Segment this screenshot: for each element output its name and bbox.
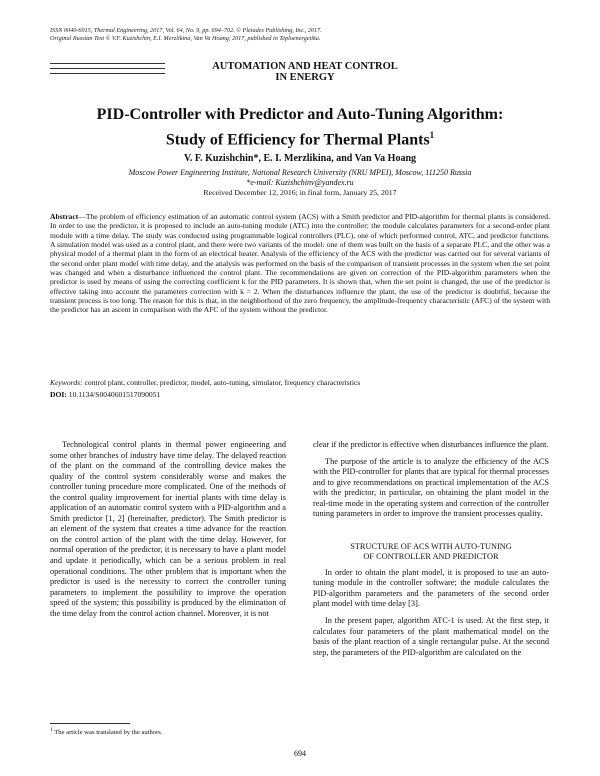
keywords-label: Keywords: <box>50 378 83 387</box>
section-title-line2: IN ENERGY <box>275 72 335 83</box>
section-rule <box>50 73 165 74</box>
body-paragraph: clear if the predictor is effective when disturbances influence the plant. <box>313 440 549 449</box>
authors: V. F. Kuzishchin*, E. I. Merzlikina, and Van Va Hoang <box>183 153 417 164</box>
doi-label: DOI: <box>50 390 67 399</box>
section-title <box>180 61 430 83</box>
page-number: 694 <box>294 749 306 758</box>
abstract <box>50 212 550 315</box>
section-title-line1: AUTOMATION AND HEAT CONTROL <box>212 61 398 72</box>
journal-header-line1: ISSN 0040-6015, Thermal Engineering, 2017, Vol. 64, No. 9, pp. 694–702. © Pleiades Publishing, Inc., 2017. <box>50 27 322 34</box>
section-heading <box>50 61 550 81</box>
body-column-right <box>313 440 549 658</box>
article-title-line2 <box>60 125 540 150</box>
article-title-line1: PID-Controller with Predictor and Auto-Tuning Algorithm: <box>96 106 504 123</box>
heading-line2: OF CONTROLLER AND PREDICTOR <box>363 551 499 561</box>
abstract-text: —The problem of efficiency estimation of an automatic control system (ACS) with a Smith predictor and PID-algorithm for thermal plants is considered. In order to use the predictor, it is proposed to include an auto-tuning module (ATC) into the controller; the module calculates parameters for a second-order plant module with a time delay. The study was conducted using programmable logical controllers (PLC), one of which performed control, ATC, and predictor functions. A simulation model was used as a control plant, and there were two variants of the model: one of them was built on the basis of a separate PLC, and the other was a physical model of a thermal plant in the form of an electrical heater. Analysis of the efficiency of the ACS with the predictor was carried out for several variants of the second order plant model with time delay, and the analysis was performed on the basis of the comparison of transient processes in the system when the set point was changed and when a disturbance influenced the control plant. The recommendations are given on correction of the PID-algorithm parameters when the predictor is used by means of using the correcting coefficient k for the PID parameters. It is shown that, when the set point is changed, the use of the predictor is effective taking into account the parameters correction with k = 2. When the disturbances influence the plant, the use of the predictor is doubtful, because the transient process is too long. The reason for this is that, in the neighborhood of the zero frequency, the amplitude-frequency characteristic (AFC) of the system with the predictor has an ascent in comparison with the AFC of the system without the predictor. <box>50 212 550 315</box>
body-paragraph: In order to obtain the plant model, it is proposed to use an auto-tuning module in the controller software; the module calculates the PID-algorithm parameters and the parameters of the second order plant model with time delay [3]. <box>313 567 549 609</box>
article-title-line2-text: Study of Efficiency for Thermal Plants <box>165 131 430 149</box>
body-paragraph: In the present paper, algorithm ATC-1 is used. At the first step, it calculates four parameters of the plant mathematical model on the basis of the plant reaction of a single rectangular pulse. At the second step, the parameters of the PID-algorithm are calculated on the <box>313 616 549 657</box>
section-rule <box>50 63 165 64</box>
journal-header <box>50 27 550 42</box>
affiliation <box>60 168 540 188</box>
body-column-left <box>50 440 286 619</box>
section-heading-structure <box>313 542 549 562</box>
footnote-mark: 1 <box>50 727 53 733</box>
body-paragraph: Technological control plants in thermal power engineering and some other branches of industry have time delay. The delayed reaction of the plant on the command of the controlling device makes the quality of the control system considerably worse and makes the controller tuning procedure more complicated. One of the methods of the control quality improvement for inertial plants with time delay is application of an automatic control system with a PID-algorithm and a Smith predictor [1, 2] (hereinafter, predictor). The Smith predictor is an element of the system that creates a time advance for the reaction on the control action of the plant with the time delay. However, for normal operation of the predictor, it is necessary to have a plant model and update it periodically, which can be a serious problem in real operational conditions. The other problem that is important when the predictor is used is the necessity to correct the controller tuning parameters to implement the possibility to improve the operation speed of the system; this possibility is produced by the elimination of the time delay from the control action channel. Moreover, it is not <box>50 440 286 618</box>
article-title <box>60 105 540 150</box>
affiliation-line: Moscow Power Engineering Institute, National Research University (NRU MPEI), Moscow, 111250 Russia <box>128 168 472 177</box>
keywords-text: control plant, controller, predictor, model, auto-tuning, simulator, frequency characteristics <box>82 378 361 387</box>
journal-header-line2: Original Russian Text © V.F. Kuzishchin, E.I. Merzlikina, Van Va Hoang, 2017, published in Teploenergetika. <box>50 34 321 42</box>
keywords <box>50 378 550 388</box>
title-footnote-mark: 1 <box>429 130 435 140</box>
doi <box>50 390 550 399</box>
section-rule <box>50 68 165 69</box>
footnote <box>50 727 290 736</box>
received-dates: Received December 12, 2016; in final form, January 25, 2017 <box>203 188 397 197</box>
author-email: *e-mail: Kuzishchinv@yandex.ru <box>246 178 354 187</box>
heading-line1: STRUCTURE OF ACS WITH AUTO-TUNING <box>350 541 512 551</box>
body-paragraph: The purpose of the article is to analyze the efficiency of the ACS with the PID-controller for plants that are typical for thermal processes and to give recommendations on practical implementation of the ACS with the predictor, in particular, on obtaining the plant model in the real-time mode in the operating system and correction of the controller tuning parameters in order to improve the transient processes quality. <box>313 456 549 519</box>
footnote-text: The article was translated by the authors. <box>52 729 163 737</box>
doi-value: 10.1134/S0040601517090051 <box>66 390 161 399</box>
footnote-rule <box>50 723 130 724</box>
abstract-label: Abstract <box>50 212 79 221</box>
